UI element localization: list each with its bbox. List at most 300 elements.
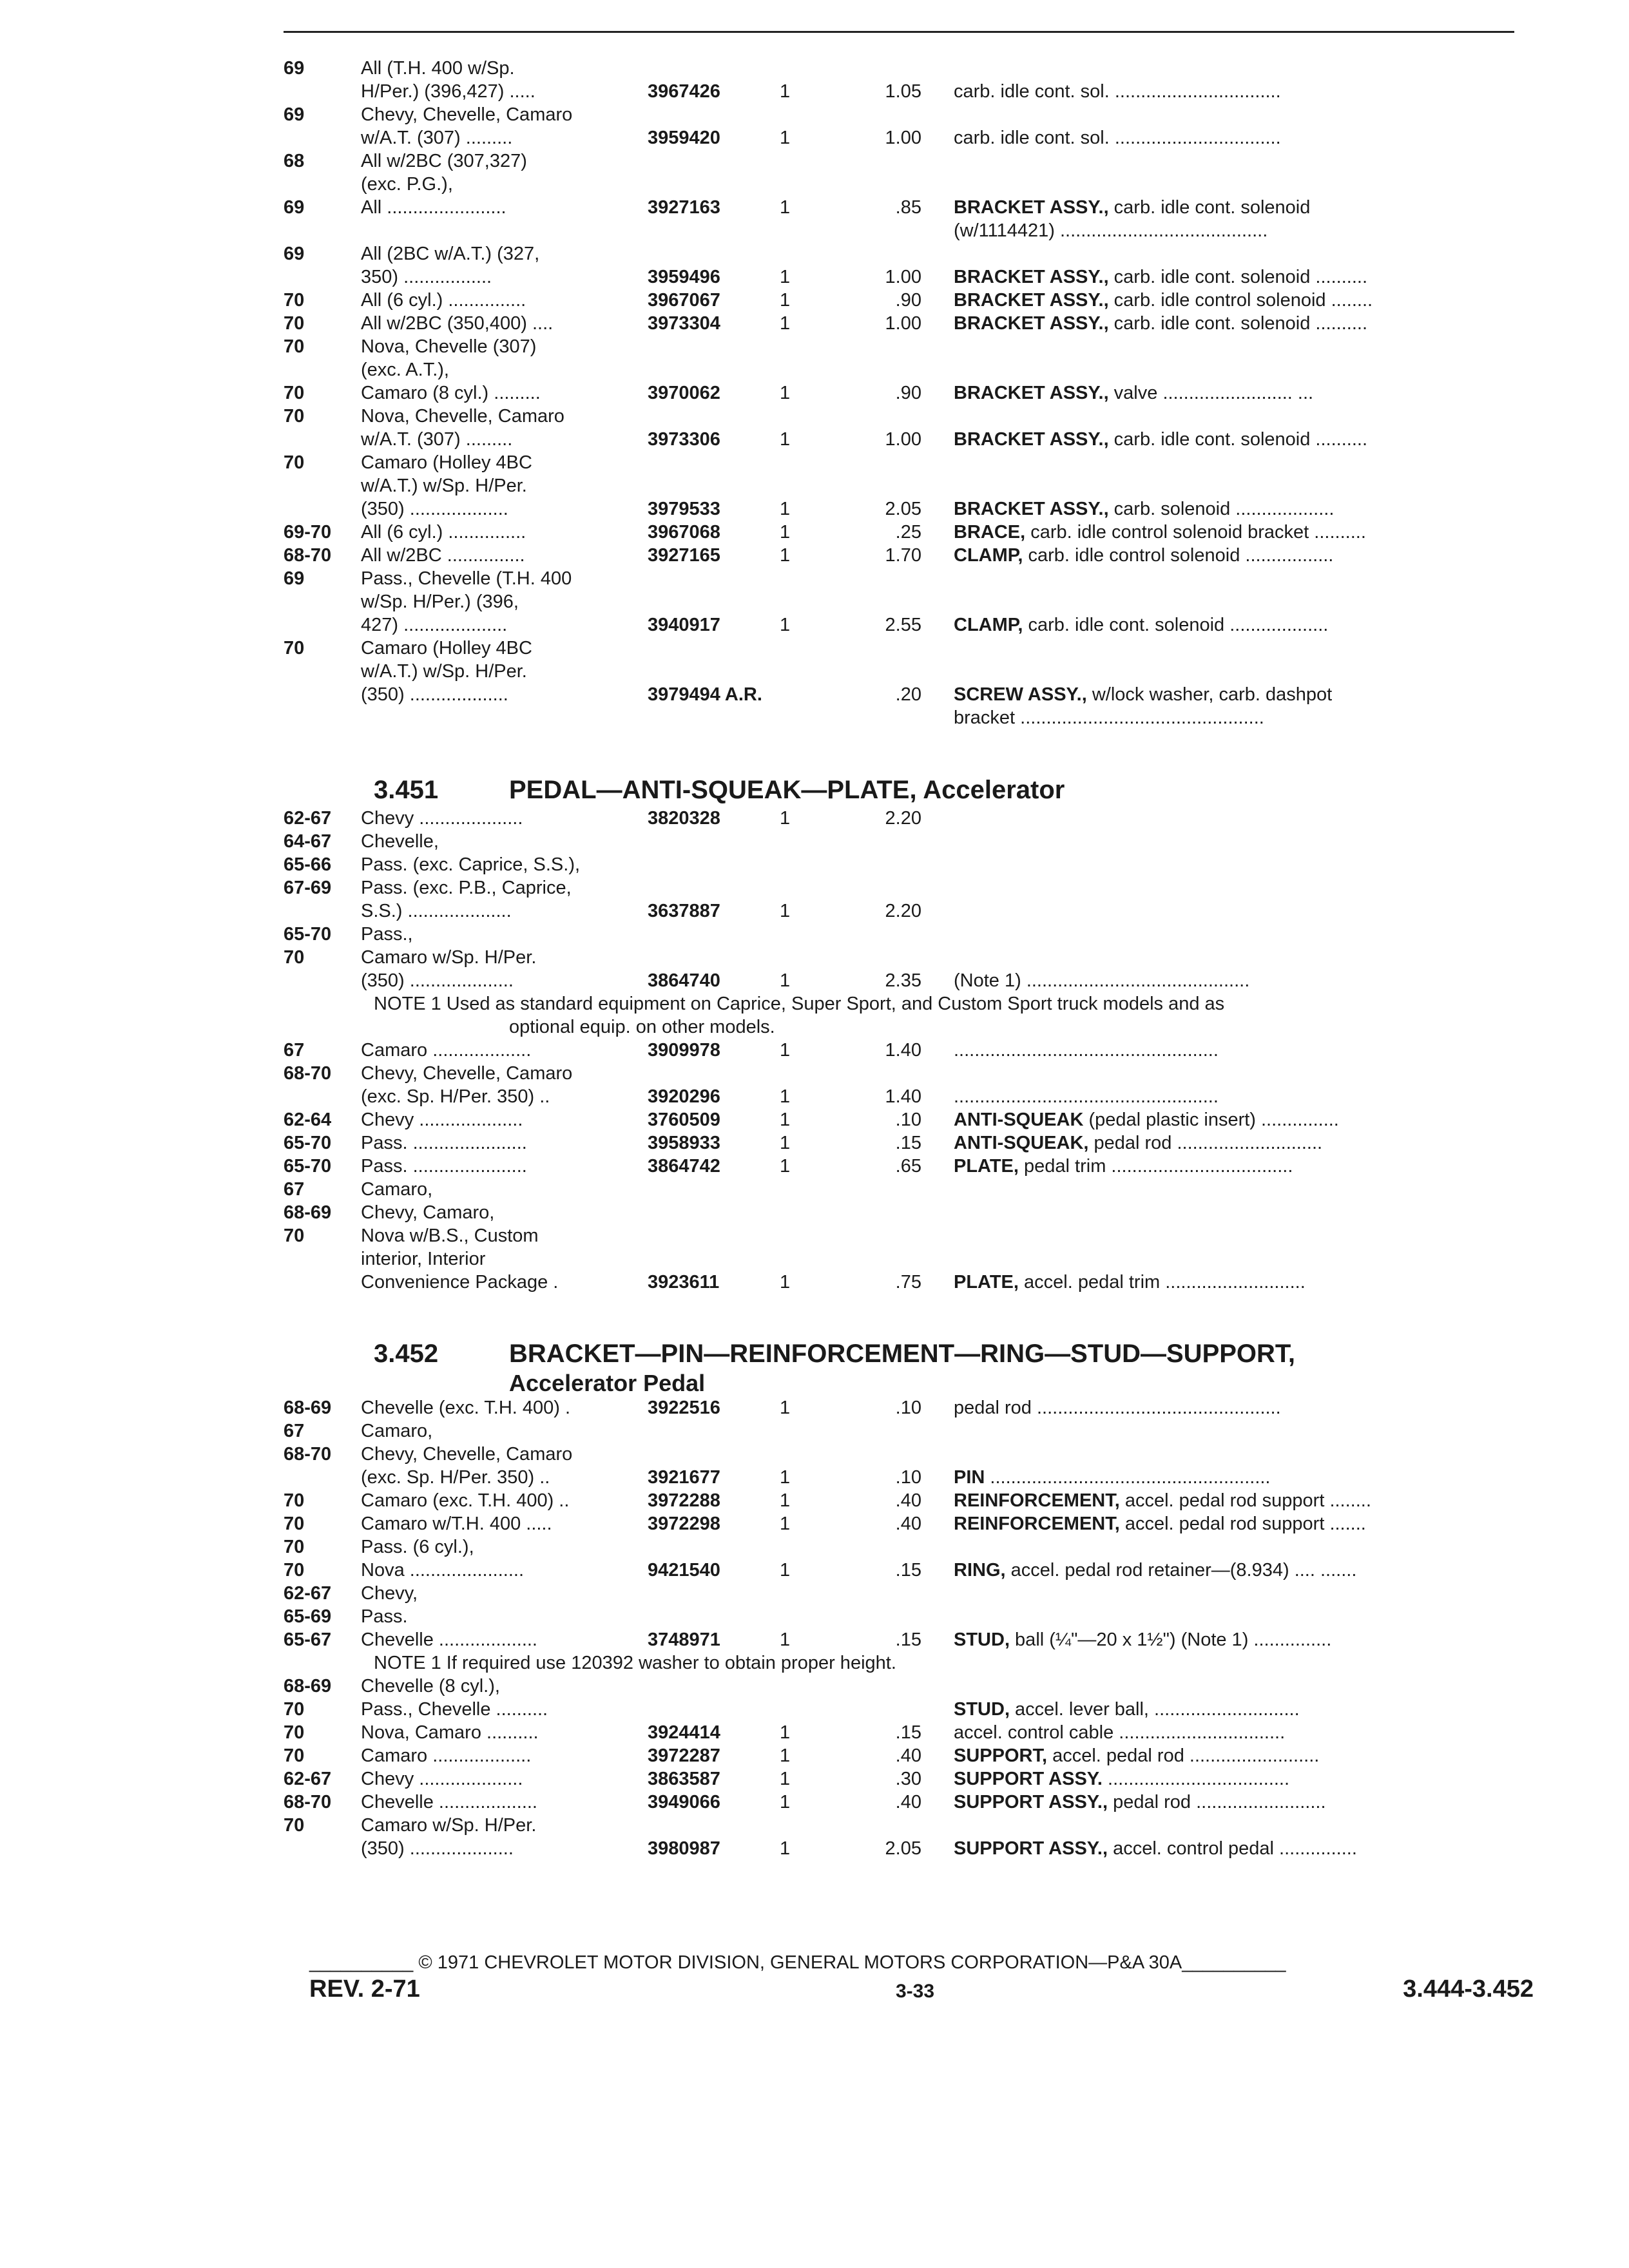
description <box>954 1039 1219 1062</box>
model-application: Chevy .................... <box>361 1769 523 1789</box>
model-application: Nova ...................... <box>361 1560 525 1581</box>
price: 2.05 <box>885 499 921 519</box>
model-application: Chevelle ................... <box>361 1792 537 1812</box>
parts-row <box>0 1512 1629 1535</box>
description-text: carb. idle control solenoid bracket .......... <box>1025 522 1366 543</box>
section-title-line2: Accelerator Pedal <box>509 1370 706 1396</box>
model-year: 68 <box>284 151 305 171</box>
description-item-name: BRACKET ASSY., <box>954 383 1109 403</box>
price: 1.70 <box>885 545 921 566</box>
part-number: 3864742 <box>648 1156 720 1177</box>
description-item-name: SUPPORT, <box>954 1745 1048 1766</box>
model-year: 70 <box>284 313 305 334</box>
price: 1.00 <box>885 429 921 450</box>
price: .85 <box>895 197 921 218</box>
description-text: carb. idle cont. solenoid ................... <box>1023 615 1329 635</box>
model-application: Chevy .................... <box>361 1110 523 1130</box>
part-number: 3949066 <box>648 1792 720 1812</box>
description-text: accel. pedal rod support ........ <box>1119 1490 1371 1511</box>
section-title: PEDAL—ANTI-SQUEAK—PLATE, Accelerator <box>509 776 1065 804</box>
description-item-name: BRACKET ASSY., <box>954 290 1109 311</box>
price: 2.05 <box>885 1838 921 1859</box>
quantity: 1 <box>780 1769 791 1789</box>
quantity: 1 <box>780 808 791 829</box>
description <box>954 1155 1293 1178</box>
part-number: 3909978 <box>648 1040 720 1061</box>
parts-row <box>0 613 1629 637</box>
section-subtitle <box>0 1370 1629 1396</box>
model-year: 70 <box>284 406 305 427</box>
model-application: H/Per.) (396,427) ..... <box>361 81 535 102</box>
description <box>954 1085 1219 1108</box>
parts-row <box>0 853 1629 876</box>
model-year: 70 <box>284 1815 305 1836</box>
description <box>954 969 1249 992</box>
parts-row <box>0 683 1629 706</box>
description-text: ................................................... <box>954 1040 1219 1061</box>
model-year: 69 <box>284 244 305 264</box>
price: .15 <box>895 1560 921 1581</box>
description-item-name: REINFORCEMENT, <box>954 1514 1120 1534</box>
parts-row <box>0 57 1629 80</box>
description-text: carb. idle cont. solenoid <box>1108 197 1311 218</box>
parts-row <box>0 289 1629 312</box>
model-application: 350) ................. <box>361 267 492 287</box>
model-application: (350) .................... <box>361 970 514 991</box>
model-year: 65-66 <box>284 854 332 875</box>
description <box>954 219 1268 242</box>
model-year: 67 <box>284 1179 305 1200</box>
description-text: pedal rod ......................... <box>1108 1792 1326 1812</box>
parts-row <box>0 1535 1629 1559</box>
description <box>954 312 1367 335</box>
description-text: (w/1114421) ........................................ <box>954 220 1268 241</box>
model-year: 62-67 <box>284 1769 332 1789</box>
description <box>954 1489 1371 1512</box>
price: .15 <box>895 1133 921 1153</box>
description-item-name: RING, <box>954 1560 1006 1581</box>
parts-row <box>0 265 1629 289</box>
part-number: 3922516 <box>648 1398 720 1418</box>
model-year: 70 <box>284 1537 305 1557</box>
description-text: carb. idle cont. sol. ................................ <box>954 81 1281 102</box>
section-note: NOTE 1 Used as standard equipment on Caprice, Super Sport, and Custom Sport truck models and as <box>374 994 1225 1014</box>
description-text: accel. control cable ................................ <box>954 1722 1286 1743</box>
model-year: 62-64 <box>284 1110 332 1130</box>
description-text: accel. pedal rod support ....... <box>1119 1514 1366 1534</box>
parts-row <box>0 830 1629 853</box>
description <box>954 381 1313 405</box>
description-text: accel. pedal rod ......................... <box>1047 1745 1320 1766</box>
price: .10 <box>895 1398 921 1418</box>
description-item-name: SCREW ASSY., <box>954 684 1087 705</box>
description <box>954 80 1281 103</box>
description-text: bracket ............................................... <box>954 707 1264 728</box>
description-text: carb. idle control solenoid ................. <box>1023 545 1334 566</box>
parts-row <box>0 1039 1629 1062</box>
description-text: (pedal plastic insert) ............... <box>1083 1110 1339 1130</box>
description <box>954 1791 1326 1814</box>
model-application: Camaro ................... <box>361 1040 532 1061</box>
description-text: carb. idle cont. solenoid .......... <box>1108 313 1367 334</box>
price: 1.00 <box>885 128 921 148</box>
quantity: 1 <box>780 1398 791 1418</box>
parts-row <box>0 1443 1629 1466</box>
quantity: 1 <box>780 545 791 566</box>
model-year: 68-70 <box>284 545 332 566</box>
parts-row <box>0 1791 1629 1814</box>
model-application: All (2BC w/A.T.) (327, <box>361 244 540 264</box>
section-number: 3.452 <box>374 1340 439 1368</box>
model-application: Chevelle (8 cyl.), <box>361 1676 500 1696</box>
parts-row <box>0 1721 1629 1744</box>
section-note: NOTE 1 If required use 120392 washer to obtain proper height. <box>374 1653 896 1673</box>
parts-row <box>0 923 1629 946</box>
description-item-name: SUPPORT ASSY., <box>954 1838 1108 1859</box>
model-year: 70 <box>284 1514 305 1534</box>
model-application: Nova, Camaro .......... <box>361 1722 539 1743</box>
part-number: 3864740 <box>648 970 720 991</box>
description-item-name: BRACKET ASSY., <box>954 197 1109 218</box>
model-year: 68-69 <box>284 1676 332 1696</box>
description-item-name: BRACKET ASSY., <box>954 313 1109 334</box>
description-text: accel. lever ball, ............................ <box>1010 1699 1300 1720</box>
model-year: 65-69 <box>284 1606 332 1627</box>
model-application: All w/2BC ............... <box>361 545 525 566</box>
parts-row <box>0 1085 1629 1108</box>
description-item-name: PLATE, <box>954 1272 1019 1293</box>
part-number: 3921677 <box>648 1467 720 1488</box>
description-item-name: CLAMP, <box>954 545 1023 566</box>
model-application: Camaro (exc. T.H. 400) .. <box>361 1490 570 1511</box>
quantity: 1 <box>780 522 791 543</box>
description <box>954 544 1333 567</box>
quantity: 1 <box>780 1490 791 1511</box>
part-number: 3973306 <box>648 429 720 450</box>
parts-row <box>0 474 1629 497</box>
model-application: All ....................... <box>361 197 506 218</box>
parts-row <box>0 1224 1629 1247</box>
quantity: 1 <box>780 290 791 311</box>
description-item-name: SUPPORT ASSY., <box>954 1792 1108 1812</box>
model-application: Pass., Chevelle .......... <box>361 1699 548 1720</box>
parts-row <box>0 1605 1629 1628</box>
model-application: Camaro (Holley 4BC <box>361 452 532 473</box>
quantity: 1 <box>780 1838 791 1859</box>
parts-row <box>0 451 1629 474</box>
model-year: 62-67 <box>284 1583 332 1604</box>
price: .40 <box>895 1490 921 1511</box>
parts-row <box>0 242 1629 265</box>
price: 2.20 <box>885 808 921 829</box>
description-text: pedal trim ................................... <box>1018 1156 1293 1177</box>
part-number: 3940917 <box>648 615 720 635</box>
parts-row <box>0 899 1629 923</box>
parts-row <box>0 103 1629 126</box>
parts-row <box>0 1628 1629 1651</box>
quantity: 1 <box>780 267 791 287</box>
model-application: 427) .................... <box>361 615 508 635</box>
model-year: 65-70 <box>284 1133 332 1153</box>
model-year: 68-70 <box>284 1792 332 1812</box>
quantity: 1 <box>780 1086 791 1107</box>
model-application: (exc. Sp. H/Per. 350) .. <box>361 1467 550 1488</box>
section-heading <box>0 773 1629 807</box>
parts-row <box>0 1767 1629 1791</box>
model-year: 69 <box>284 197 305 218</box>
model-application: Chevy .................... <box>361 808 523 829</box>
description <box>954 196 1310 219</box>
quantity: 1 <box>780 1745 791 1766</box>
part-number: 3979533 <box>648 499 720 519</box>
parts-row <box>0 358 1629 381</box>
part-number: 3970062 <box>648 383 720 403</box>
description <box>954 1721 1285 1744</box>
price: .10 <box>895 1110 921 1130</box>
parts-row <box>0 1271 1629 1294</box>
price: .75 <box>895 1272 921 1293</box>
price: .65 <box>895 1156 921 1177</box>
parts-row <box>0 405 1629 428</box>
model-application: (350) ................... <box>361 684 508 705</box>
parts-row <box>0 196 1629 219</box>
price: 1.40 <box>885 1040 921 1061</box>
price: 1.40 <box>885 1086 921 1107</box>
description-text: ................................................... <box>954 1086 1219 1107</box>
model-application: Chevelle, <box>361 831 439 852</box>
model-year: 69 <box>284 58 305 79</box>
section-heading <box>0 1337 1629 1370</box>
quantity: 1 <box>780 1133 791 1153</box>
part-number: 3927163 <box>648 197 720 218</box>
description-text: accel. control pedal ............... <box>1108 1838 1357 1859</box>
copyright-line: __________ © 1971 CHEVROLET MOTOR DIVISION, GENERAL MOTORS CORPORATION—P&A 30A__________ <box>309 1952 1286 1973</box>
parts-row <box>0 1201 1629 1224</box>
parts-row <box>0 1131 1629 1155</box>
parts-row <box>0 428 1629 451</box>
page-number: 3-33 <box>896 1981 935 2002</box>
model-year: 70 <box>284 1745 305 1766</box>
part-number: 3972298 <box>648 1514 720 1534</box>
model-year: 68-70 <box>284 1063 332 1084</box>
model-application: All w/2BC (307,327) <box>361 151 527 171</box>
price: .90 <box>895 290 921 311</box>
parts-row <box>0 80 1629 103</box>
model-application: w/A.T.) w/Sp. H/Per. <box>361 661 527 682</box>
model-application: Camaro w/T.H. 400 ..... <box>361 1514 552 1534</box>
model-application: All (T.H. 400 w/Sp. <box>361 58 515 79</box>
quantity: 1 <box>780 1040 791 1061</box>
model-year: 69 <box>284 568 305 589</box>
quantity: 1 <box>780 197 791 218</box>
section-note: optional equip. on other models. <box>509 1017 775 1037</box>
parts-row <box>0 335 1629 358</box>
section-number: 3.451 <box>374 776 439 804</box>
parts-row <box>0 1155 1629 1178</box>
section-bracket-continuation <box>0 57 1629 729</box>
model-application: Pass., Chevelle (T.H. 400 <box>361 568 572 589</box>
parts-row <box>0 1559 1629 1582</box>
model-application: Nova, Chevelle (307) <box>361 336 537 357</box>
part-number: 3924414 <box>648 1722 720 1743</box>
model-application: Pass. (exc. Caprice, S.S.), <box>361 854 581 875</box>
parts-row <box>0 312 1629 335</box>
price: .40 <box>895 1745 921 1766</box>
model-year: 69-70 <box>284 522 332 543</box>
quantity: 1 <box>780 970 791 991</box>
description-text: ball (¼"—20 x 1½") (Note 1) ............... <box>1010 1629 1332 1650</box>
model-application: Pass. ...................... <box>361 1133 527 1153</box>
description <box>954 706 1264 729</box>
quantity: 1 <box>780 901 791 921</box>
description <box>954 428 1367 451</box>
description <box>954 289 1373 312</box>
parts-row <box>0 946 1629 969</box>
description-text: pedal rod ............................................... <box>954 1398 1281 1418</box>
model-application: S.S.) .................... <box>361 901 512 921</box>
description-item-name: PLATE, <box>954 1156 1019 1177</box>
description <box>954 1396 1281 1419</box>
parts-row <box>0 1178 1629 1201</box>
parts-row <box>0 1396 1629 1419</box>
description-item-name: PIN <box>954 1467 985 1488</box>
model-year: 70 <box>284 947 305 968</box>
price: 1.00 <box>885 313 921 334</box>
model-application: Chevelle (exc. T.H. 400) . <box>361 1398 571 1418</box>
description <box>954 683 1332 706</box>
part-number: 3972288 <box>648 1490 720 1511</box>
price: .30 <box>895 1769 921 1789</box>
model-year: 70 <box>284 1225 305 1246</box>
model-year: 65-67 <box>284 1629 332 1650</box>
part-number: 3967067 <box>648 290 720 311</box>
part-number: 3973304 <box>648 313 720 334</box>
model-year: 70 <box>284 1490 305 1511</box>
description <box>954 265 1367 289</box>
price: 2.35 <box>885 970 921 991</box>
description-text: carb. idle cont. solenoid .......... <box>1108 267 1367 287</box>
model-application: w/Sp. H/Per.) (396, <box>361 591 519 612</box>
parts-row <box>0 1675 1629 1698</box>
part-number: 3967068 <box>648 522 720 543</box>
model-application: Pass. <box>361 1606 408 1627</box>
price: .90 <box>895 383 921 403</box>
price: 2.20 <box>885 901 921 921</box>
quantity: 1 <box>780 429 791 450</box>
model-application: Chevy, Chevelle, Camaro <box>361 104 573 125</box>
parts-row <box>0 1582 1629 1605</box>
model-application: Chevelle ................... <box>361 1629 537 1650</box>
model-year: 70 <box>284 638 305 658</box>
parts-row <box>0 1489 1629 1512</box>
quantity: 1 <box>780 499 791 519</box>
description-text: ...................................................... <box>985 1467 1271 1488</box>
model-application: Chevy, <box>361 1583 418 1604</box>
parts-row <box>0 1744 1629 1767</box>
description-text: carb. solenoid ................... <box>1108 499 1335 519</box>
description-text: carb. idle cont. solenoid .......... <box>1108 429 1367 450</box>
model-year: 68-69 <box>284 1398 332 1418</box>
parts-row <box>0 1698 1629 1721</box>
parts-row <box>0 219 1629 242</box>
model-year: 64-67 <box>284 831 332 852</box>
parts-row <box>0 1814 1629 1837</box>
part-number: 3959496 <box>648 267 720 287</box>
model-application: w/A.T. (307) ......... <box>361 128 513 148</box>
model-application: interior, Interior <box>361 1249 486 1269</box>
part-number: 3923611 <box>648 1272 720 1293</box>
quantity: 1 <box>780 1156 791 1177</box>
model-application: Pass. (6 cyl.), <box>361 1537 474 1557</box>
quantity: 1 <box>780 1110 791 1130</box>
model-application: Camaro ................... <box>361 1745 532 1766</box>
model-year: 70 <box>284 1560 305 1581</box>
parts-row <box>0 969 1629 992</box>
model-year: 70 <box>284 290 305 311</box>
model-application: Chevy, Chevelle, Camaro <box>361 1063 573 1084</box>
parts-row <box>0 1837 1629 1860</box>
parts-row <box>0 173 1629 196</box>
model-application: w/A.T. (307) ......... <box>361 429 513 450</box>
price: .40 <box>895 1792 921 1812</box>
description-item-name: CLAMP, <box>954 615 1023 635</box>
parts-row <box>0 149 1629 173</box>
part-number: 3927165 <box>648 545 720 566</box>
quantity: 1 <box>780 1467 791 1488</box>
price: .40 <box>895 1514 921 1534</box>
part-number: 3637887 <box>648 901 720 921</box>
parts-row <box>0 544 1629 567</box>
model-application: (350) .................... <box>361 1838 514 1859</box>
top-rule <box>284 31 1514 33</box>
quantity: 1 <box>780 1560 791 1581</box>
description-text: accel. pedal trim ........................... <box>1018 1272 1306 1293</box>
price: 1.05 <box>885 81 921 102</box>
model-year: 65-70 <box>284 1156 332 1177</box>
model-year: 70 <box>284 1699 305 1720</box>
description-text: pedal rod ............................ <box>1088 1133 1323 1153</box>
model-year: 70 <box>284 336 305 357</box>
model-application: (exc. A.T.), <box>361 360 449 380</box>
price: .20 <box>895 684 921 705</box>
description-item-name: STUD, <box>954 1629 1010 1650</box>
description-text: carb. idle control solenoid ........ <box>1108 290 1373 311</box>
model-application: Convenience Package . <box>361 1272 559 1293</box>
quantity: 1 <box>780 81 791 102</box>
quantity: 1 <box>780 1272 791 1293</box>
description <box>954 1744 1319 1767</box>
price: .15 <box>895 1722 921 1743</box>
price: .15 <box>895 1629 921 1650</box>
model-application: Pass., <box>361 924 413 945</box>
model-year: 68-70 <box>284 1444 332 1465</box>
model-application: (exc. P.G.), <box>361 174 453 195</box>
description-item-name: ANTI-SQUEAK <box>954 1110 1084 1130</box>
parts-row <box>0 1247 1629 1271</box>
price: .10 <box>895 1467 921 1488</box>
parts-row <box>0 126 1629 149</box>
quantity: 1 <box>780 1514 791 1534</box>
section-title: BRACKET—PIN—REINFORCEMENT—RING—STUD—SUPPORT, <box>509 1340 1296 1368</box>
model-application: Nova w/B.S., Custom <box>361 1225 539 1246</box>
description <box>954 1698 1300 1721</box>
part-number: 3972287 <box>648 1745 720 1766</box>
part-number: 9421540 <box>648 1560 720 1581</box>
description-text: carb. idle cont. sol. ................................ <box>954 128 1281 148</box>
description-text: w/lock washer, carb. dashpot <box>1086 684 1333 705</box>
part-number: 3920296 <box>648 1086 720 1107</box>
quantity: 1 <box>780 1722 791 1743</box>
